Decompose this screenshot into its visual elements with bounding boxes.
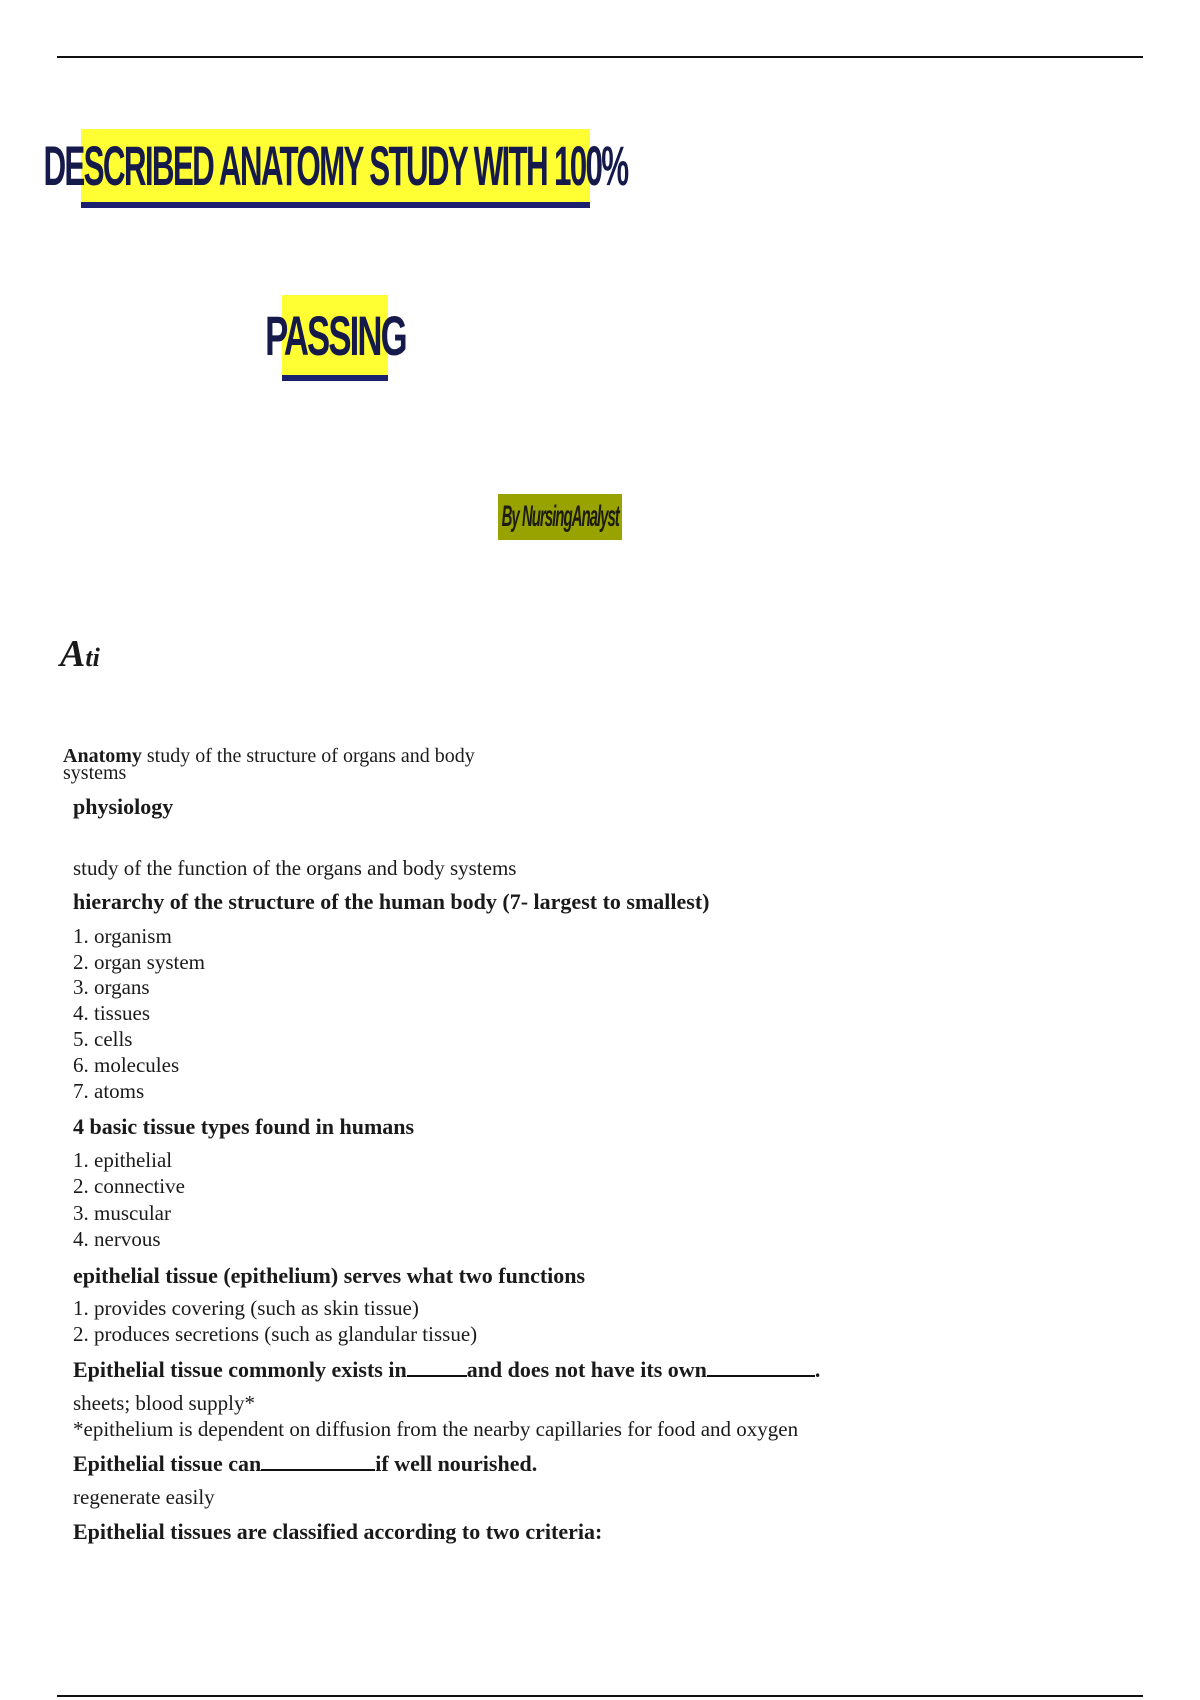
- epithelial-exists-note: *epithelium is dependent on diffusion from the nearby capillaries for food and oxygen: [73, 1417, 799, 1441]
- list-item: 1. epithelial: [73, 1148, 173, 1172]
- epithelial-classified-question: Epithelial tissues are classified according to two criteria:: [73, 1519, 603, 1544]
- physiology-definition: study of the function of the organs and body systems: [73, 856, 517, 880]
- section-heading: [60, 632, 100, 676]
- epithelial-regenerate-answer: regenerate easily: [73, 1485, 215, 1509]
- tissue-types-question: 4 basic tissue types found in humans: [73, 1114, 415, 1139]
- answer-blank: [261, 1451, 375, 1471]
- epithelial-exists-answer: sheets; blood supply*: [73, 1391, 255, 1415]
- bottom-rule: [57, 1695, 1143, 1697]
- title-banner: [43, 129, 628, 208]
- list-item: 3. organs: [73, 975, 150, 999]
- list-item: 3. muscular: [73, 1201, 171, 1225]
- question-text: Epithelial tissue commonly exists in: [73, 1357, 407, 1382]
- list-item: 4. nervous: [73, 1227, 161, 1251]
- list-item: 2. produces secretions (such as glandular tissue): [73, 1322, 478, 1346]
- list-item: 5. cells: [73, 1027, 133, 1051]
- hierarchy-question: hierarchy of the structure of the human body (7- largest to smallest): [73, 889, 710, 914]
- section-heading-rest: ti: [85, 643, 100, 672]
- title-banner-text: DESCRIBED ANATOMY STUDY WITH 100%: [43, 134, 628, 197]
- list-item: 2. connective: [73, 1174, 185, 1198]
- list-item: 4. tissues: [73, 1001, 151, 1025]
- list-item: 6. molecules: [73, 1053, 180, 1077]
- physiology-term: physiology: [73, 794, 174, 819]
- question-text: if well nourished.: [375, 1451, 538, 1476]
- epithelial-regenerate-question: [73, 1451, 537, 1477]
- list-item: 7. atoms: [73, 1079, 145, 1103]
- question-end: .: [814, 1357, 821, 1382]
- answer-blank: [407, 1357, 467, 1377]
- list-item: 1. provides covering (such as skin tissue): [73, 1296, 419, 1320]
- answer-blank: [707, 1357, 815, 1377]
- subtitle-banner-text: PASSING: [264, 303, 406, 367]
- epithelial-exists-question: [73, 1357, 820, 1383]
- question-text: and does not have its own: [466, 1357, 707, 1382]
- anatomy-definition: [63, 745, 483, 784]
- anatomy-text: study of the structure of organs and body systems: [63, 745, 475, 784]
- list-item: 1. organism: [73, 924, 172, 948]
- section-heading-initial: A: [60, 633, 86, 675]
- top-rule: [57, 56, 1143, 58]
- list-item: 2. organ system: [73, 950, 206, 974]
- author-byline-text: By NursingAnalyst: [501, 500, 619, 533]
- subtitle-banner: [264, 295, 406, 381]
- author-byline: [498, 494, 622, 540]
- question-text: Epithelial tissue can: [73, 1451, 262, 1476]
- epithelial-functions-question: epithelial tissue (epithelium) serves what two functions: [73, 1263, 586, 1288]
- anatomy-term: Anatomy: [63, 745, 142, 767]
